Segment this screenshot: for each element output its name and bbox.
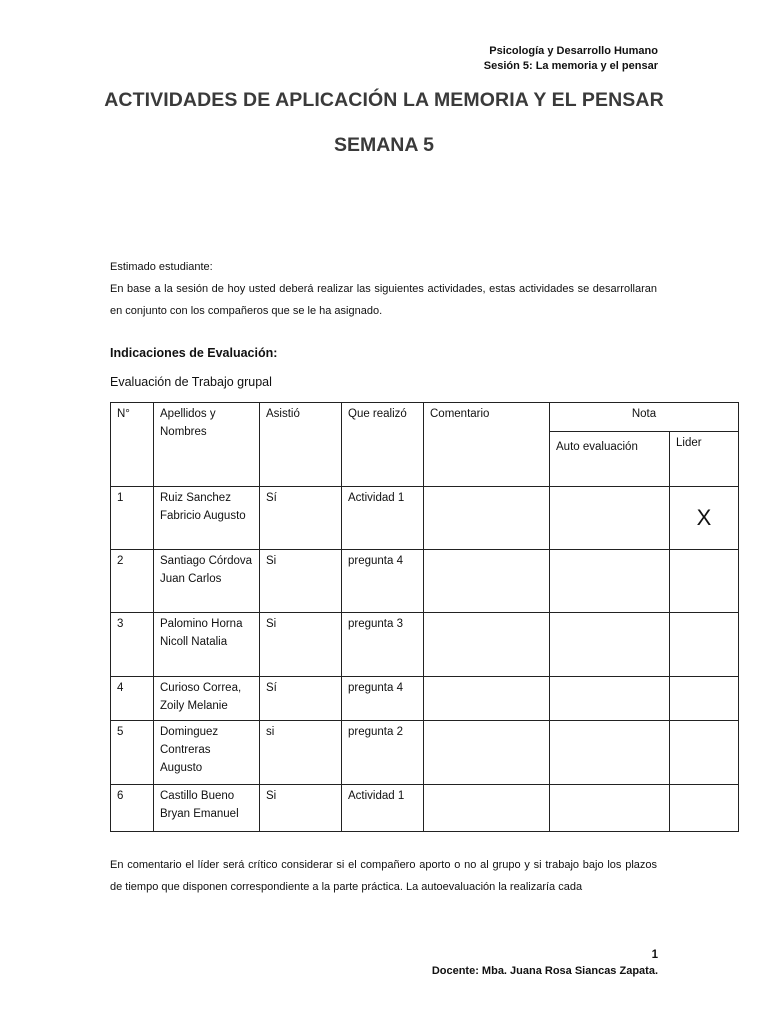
header-leader: Lider: [670, 432, 739, 487]
row-comment: [424, 487, 550, 550]
row-comment: [424, 550, 550, 613]
row-self-eval: [550, 487, 670, 550]
row-attended: Si: [260, 785, 342, 832]
row-comment: [424, 677, 550, 721]
header-grade: Nota: [550, 403, 739, 432]
header-comment: Comentario: [424, 403, 550, 487]
footer-paragraph: En comentario el líder será crítico considerar si el compañero aporto o no al grupo y si trabajo bajo los plazos de tiempo que disponen correspondiente a la parte práctica. La autoevaluación la realizaría cada: [110, 859, 657, 893]
row-attended: Si: [260, 613, 342, 677]
row-leader-mark: [670, 785, 739, 832]
row-comment: [424, 721, 550, 785]
row-attended: si: [260, 721, 342, 785]
document-title: ACTIVIDADES DE APLICACIÓN LA MEMORIA Y EL PENSAR: [104, 89, 664, 111]
row-name: Curioso Correa, Zoily Melanie: [154, 677, 260, 721]
header-name: Apellidos y Nombres: [154, 403, 260, 487]
row-comment: [424, 785, 550, 832]
greeting-text: Estimado estudiante:: [110, 261, 213, 273]
row-self-eval: [550, 677, 670, 721]
table-row: [111, 487, 739, 550]
row-self-eval: [550, 550, 670, 613]
header-did: Que realizó: [342, 403, 424, 487]
row-attended: Sí: [260, 487, 342, 550]
row-self-eval: [550, 785, 670, 832]
row-did: pregunta 4: [342, 550, 424, 613]
row-did: pregunta 4: [342, 677, 424, 721]
document-subtitle: SEMANA 5: [333, 134, 435, 156]
row-num: 1: [111, 487, 154, 550]
row-num: 5: [111, 721, 154, 785]
row-did: Actividad 1: [342, 785, 424, 832]
table-row: [111, 721, 739, 785]
intro-paragraph: En base a la sesión de hoy usted deberá realizar las siguientes actividades, estas actividades se desarrollaran en conjunto con los compañeros que se le ha asignado.: [110, 283, 657, 317]
row-leader-mark: X: [670, 487, 739, 550]
row-name: Dominguez Contreras Augusto: [154, 721, 260, 785]
row-attended: Sí: [260, 677, 342, 721]
row-num: 3: [111, 613, 154, 677]
header-self-eval: Auto evaluación: [550, 432, 670, 487]
teacher-name: Docente: Mba. Juana Rosa Siancas Zapata.: [431, 965, 658, 977]
row-leader-mark: [670, 613, 739, 677]
row-attended: Si: [260, 550, 342, 613]
row-name: Castillo Bueno Bryan Emanuel: [154, 785, 260, 832]
table-row: [111, 677, 739, 721]
row-num: 6: [111, 785, 154, 832]
row-num: 4: [111, 677, 154, 721]
row-name: Palomino Horna Nicoll Natalia: [154, 613, 260, 677]
row-did: Actividad 1: [342, 487, 424, 550]
row-leader-mark: [670, 721, 739, 785]
page-header: [484, 44, 658, 74]
row-self-eval: [550, 721, 670, 785]
header-num: N°: [111, 403, 154, 487]
row-leader-mark: [670, 550, 739, 613]
row-self-eval: [550, 613, 670, 677]
course-name: Psicología y Desarrollo Humano: [489, 45, 658, 57]
table-row: [111, 785, 739, 832]
row-did: pregunta 2: [342, 721, 424, 785]
evaluation-table: [110, 402, 739, 832]
row-did: pregunta 3: [342, 613, 424, 677]
row-comment: [424, 613, 550, 677]
session-name: Sesión 5: La memoria y el pensar: [483, 60, 658, 72]
header-attended: Asistió: [260, 403, 342, 487]
row-name: Santiago Córdova Juan Carlos: [154, 550, 260, 613]
table-row: [111, 550, 739, 613]
row-name: Ruiz Sanchez Fabricio Augusto: [154, 487, 260, 550]
table-row: [111, 613, 739, 677]
row-num: 2: [111, 550, 154, 613]
section-heading: Indicaciones de Evaluación:: [110, 346, 278, 360]
row-leader-mark: [670, 677, 739, 721]
page-number: 1: [651, 949, 658, 961]
section-subheading: Evaluación de Trabajo grupal: [110, 375, 272, 389]
